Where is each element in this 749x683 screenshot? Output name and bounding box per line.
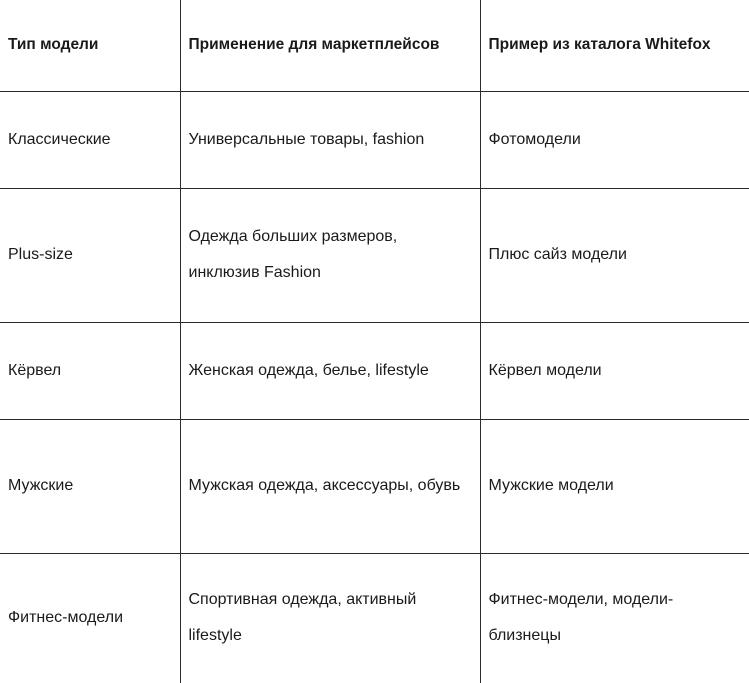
- cell-model-type: Plus-size: [0, 188, 180, 322]
- cell-model-type: Мужские: [0, 419, 180, 553]
- header-catalog-example: Пример из каталога Whitefox: [480, 0, 749, 91]
- cell-catalog-example: Фитнес-модели, модели-близнецы: [480, 553, 749, 683]
- cell-catalog-example: Мужские модели: [480, 419, 749, 553]
- cell-catalog-example: Кёрвел модели: [480, 322, 749, 419]
- cell-marketplace-use: Мужская одежда, аксессуары, обувь: [180, 419, 480, 553]
- header-marketplace-use: Применение для маркетплейсов: [180, 0, 480, 91]
- table-row: [0, 91, 749, 188]
- cell-marketplace-use: Универсальные товары, fashion: [180, 91, 480, 188]
- table-row: [0, 188, 749, 322]
- cell-marketplace-use: Женская одежда, белье, lifestyle: [180, 322, 480, 419]
- table-row: [0, 553, 749, 683]
- cell-marketplace-use: Спортивная одежда, активный lifestyle: [180, 553, 480, 683]
- table-header-row: [0, 0, 749, 91]
- cell-model-type: Классические: [0, 91, 180, 188]
- table-row: [0, 322, 749, 419]
- cell-model-type: Кёрвел: [0, 322, 180, 419]
- table-row: [0, 419, 749, 553]
- cell-catalog-example: Фотомодели: [480, 91, 749, 188]
- cell-catalog-example: Плюс сайз модели: [480, 188, 749, 322]
- header-model-type: Тип модели: [0, 0, 180, 91]
- cell-model-type: Фитнес-модели: [0, 553, 180, 683]
- cell-marketplace-use: Одежда больших размеров, инклюзив Fashion: [180, 188, 480, 322]
